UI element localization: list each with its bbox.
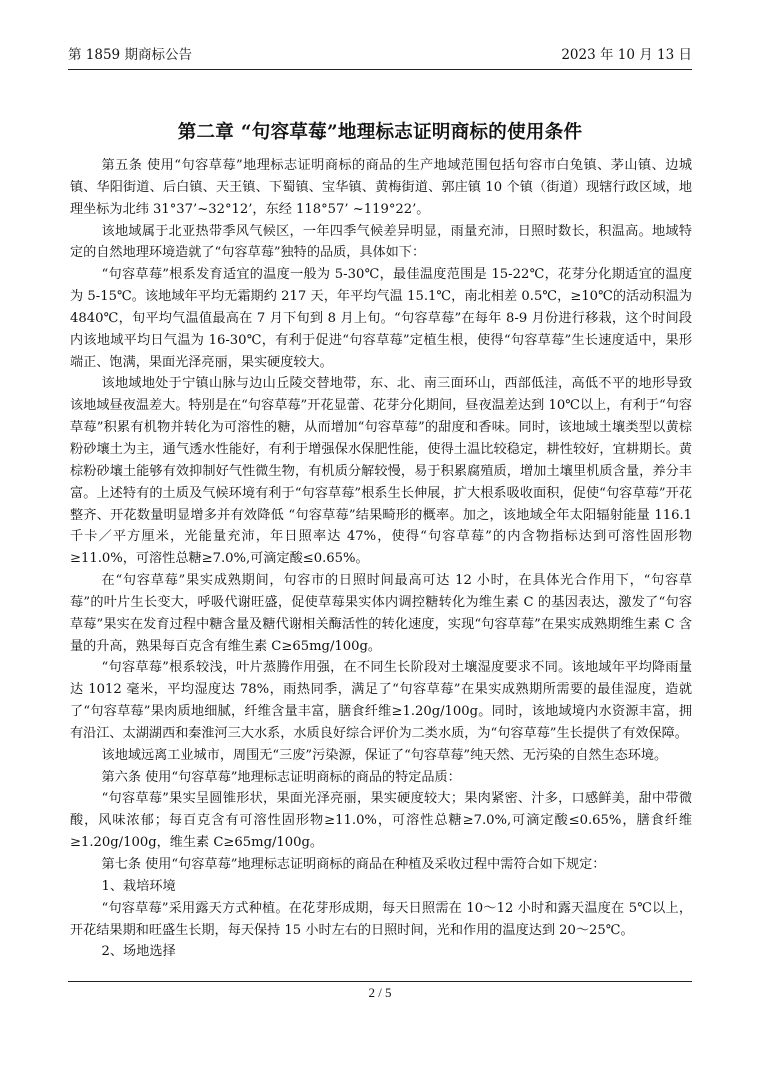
paragraph: 该地域属于北亚热带季风气候区，一年四季气候差异明显，雨量充沛，日照时数长，积温高。地域特定的自然地理环境造就了“句容草莓”独特的品质，具体如下： <box>70 223 692 261</box>
section-heading: 2、场地选择 <box>101 944 176 960</box>
header-date: 2023 年 10 月 13 日 <box>561 47 692 63</box>
section-heading: 1、栽培环境 <box>101 878 176 894</box>
paragraph: “句容草莓”根系发育适宜的温度一般为 5-30℃，最佳温度范围是 15-22℃，花芽分化期适宜的温度为 5-15℃。该地域年平均无霜期约 217 天，年平均气温 15.1℃，南北相差 0.5℃，≥10℃的活动积温为 4840℃，旬平均气温值最高在 7 月下旬到 8 月上旬。“句容草莓”在每年 8-9 月份进行移栽，这个时间段内该地域平均日气温为 16-30℃，有利于促进“句容草莓”定植生根，使得“句容草莓”生长速度适中，果形端正、饱满，果面光泽亮丽，果实硬度较大。 <box>70 267 692 370</box>
body-text <box>70 155 692 963</box>
paragraph: “句容草莓”根系较浅，叶片蒸腾作用强，在不同生长阶段对土壤湿度要求不同。该地域年平均降雨量达 1012 毫米，平均湿度达 78%，雨热同季，满足了“句容草莓”在果实成熟期所需要的最佳湿度，造就了“句容草莓”果肉质地细腻，纤维含量丰富，膳食纤维≥1.20g/100g。同时，该地域境内水资源丰富，拥有沿江、太湖湖西和秦淮河三大水系，水质良好综合评价为二类水质，为“句容草莓”生长提供了有效保障。 <box>70 660 692 741</box>
paragraph: 第六条 使用“句容草莓”地理标志证明商标的商品的特定品质： <box>101 769 461 785</box>
paragraph: “句容草莓”采用露天方式种植。在花芽形成期，每天日照需在 10～12 小时和露天温度在 5℃以上，开花结果期和旺盛生长期，每天保持 15 小时左右的日照时间，光和作用的温度达到 20～25℃。 <box>70 900 692 938</box>
paragraph: 该地域远离工业城市，周围无“三废”污染源，保证了“句容草莓”纯天然、无污染的自然生态环境。 <box>101 747 668 763</box>
footer-divider <box>68 981 692 982</box>
page-header <box>68 46 692 70</box>
paragraph: 在“句容草莓”果实成熟期间，句容市的日照时间最高可达 12 小时，在具体光合作用下，“句容草莓”的叶片生长变大，呼吸代谢旺盛，促使草莓果实体内调控糖转化为维生素 C 的基因表达，激发了“句容草莓”果实在发育过程中糖含量及糖代谢相关酶活性的转化速度，实现“句容草莓”在果实成熟期维生素 C 含量的升高，熟果每百克含有维生素 C≥65mg/100g。 <box>70 573 692 654</box>
paragraph: 第七条 使用“句容草莓”地理标志证明商标的商品在种植及采收过程中需符合如下规定： <box>101 857 606 872</box>
paragraph: 该地域地处于宁镇山脉与边山丘陵交替地带，东、北、南三面环山，西部低洼，高低不平的地形导致该地域昼夜温差大。特别是在“句容草莓”开花显蕾、花芽分化期间，昼夜温差达到 10℃以上，有利于“句容草莓”积累有机物并转化为可溶性的糖，从而增加“句容草莓”的甜度和香味。同时，该地域土壤类型以黄棕粉砂壤土为主，通气透水性能好，有利于增强保水保肥性能，使得土温比较稳定，耕性较好，宜耕期长。黄棕粉砂壤土能够有效抑制好气性微生物，有机质分解较慢，易于积累腐殖质，增加土壤里机质含量，养分丰富。上述特有的土质及气候环境有利于“句容草莓”根系生长伸展，扩大根系吸收面积，促使“句容草莓”开花整齐、开花数量明显增多并有效降低 “句容草莓”结果畸形的概率。加之，该地域全年太阳辐射能量 116.1 千卡／平方厘米，光能量充沛，年日照率达 47%，使得“句容草莓”的内含物指标达到可溶性固形物≥11.0%，可溶性总糖≥7.0%,可滴定酸≤0.65%。 <box>70 376 692 567</box>
chapter-title: 第二章 “句容草莓”地理标志证明商标的使用条件 <box>177 122 583 143</box>
paragraph: “句容草莓”果实呈圆锥形状，果面光泽亮丽，果实硬度较大；果肉紧密、汁多，口感鲜美，甜中带微酸，风味浓郁；每百克含有可溶性固形物≥11.0%，可溶性总糖≥7.0%,可滴定酸≤0.65%，膳食纤维≥1.20g/100g，维生素 C≥65mg/100g。 <box>70 791 692 851</box>
paragraph: 第五条 使用“句容草莓”地理标志证明商标的商品的生产地域范围包括句容市白兔镇、茅山镇、边城镇、华阳街道、后白镇、天王镇、下蜀镇、宝华镇、黄梅街道、郭庄镇 10 个镇（街道）现辖行政区域，地理坐标为北纬 31°37’~32°12’，东经 118°57’ ~119°22’。 <box>70 158 692 217</box>
page-number: 2 / 5 <box>368 985 392 1000</box>
header-issue: 第 1859 期商标公告 <box>68 47 192 63</box>
